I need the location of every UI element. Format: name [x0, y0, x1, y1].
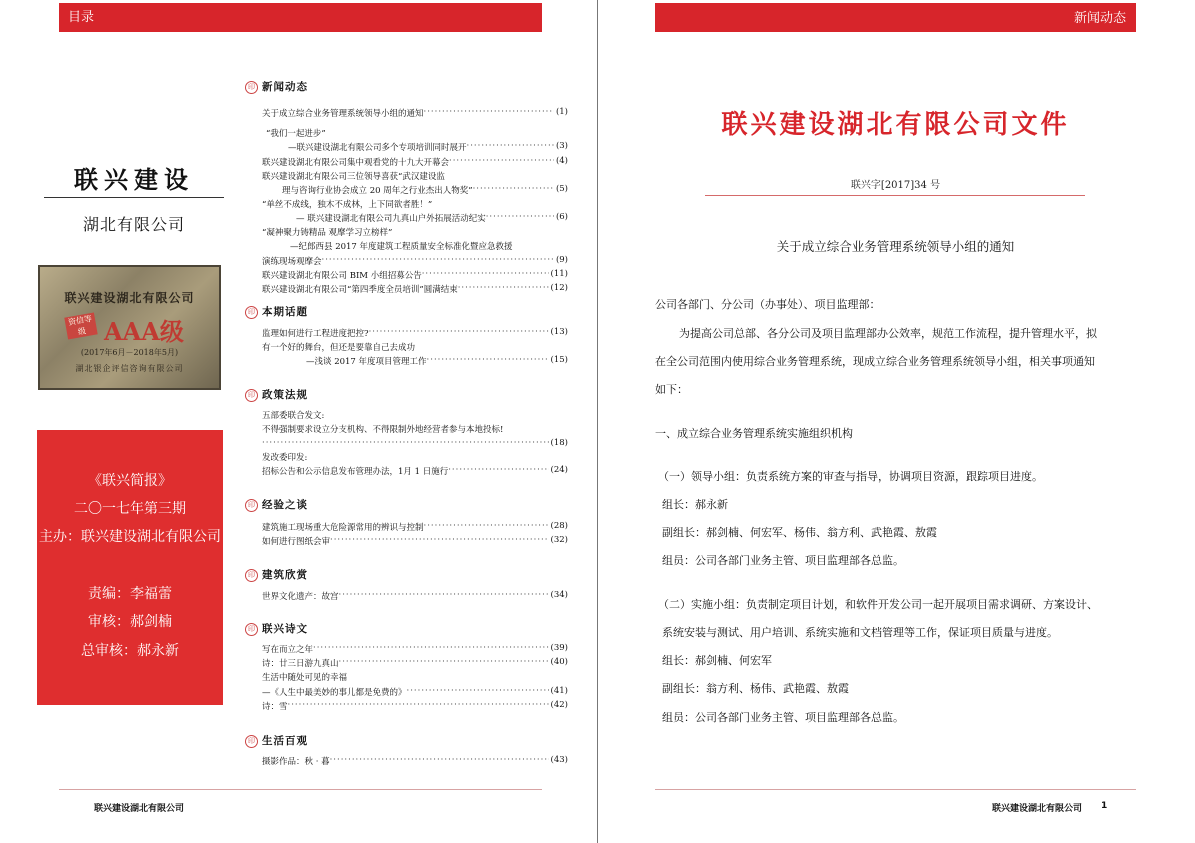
body-paragraph-line: 如下： — [655, 383, 688, 396]
left-header-title: 目录 — [68, 10, 95, 25]
issue-chief-reviewer: 总审核：郝永新 — [81, 643, 179, 659]
section-seal-icon: 印 — [245, 389, 258, 402]
right-header-title: 新闻动态 — [1073, 11, 1126, 26]
toc-entry[interactable]: 建筑施工现场重大危险源常用的辨识与控制 ····· (28) — [262, 521, 568, 533]
toc-entry-line: 联兴建设湖北有限公司三位领导喜获“武汉建设监 — [262, 172, 445, 182]
toc-entry-line: —纪郎西县 2017 年度建筑工程质量安全标准化暨应急救援 — [290, 242, 513, 252]
toc-section-experience: 经验之谈 — [262, 499, 308, 511]
toc-entry[interactable]: 监理如何进行工程进度把控? ····· (13) — [262, 327, 568, 339]
toc-section-poetry: 联兴诗文 — [262, 623, 308, 635]
toc-entry[interactable]: 招标公告和公示信息发布管理办法，1月 1 日施行 ····· (24) — [262, 465, 568, 477]
group-leader: 组长：郝永新 — [662, 498, 728, 511]
group-members: 组员：公司各部门业务主管、项目监理部各总监。 — [662, 554, 904, 567]
page-divider — [597, 0, 598, 843]
left-footer-text: 联兴建设湖北有限公司 — [94, 804, 185, 814]
document-number: 联兴字[2017]34 号 — [850, 180, 941, 191]
toc-entry[interactable]: 如何进行图纸会审 ····· (32) — [262, 535, 568, 547]
issue-editor: 责编：李福蕾 — [88, 586, 172, 602]
toc-entry[interactable]: —浅谈 2017 年度项目管理工作 ····· (15) — [306, 355, 568, 367]
section-seal-icon: 印 — [245, 569, 258, 582]
toc-entry[interactable]: ····· (18) — [262, 438, 568, 448]
toc-entry[interactable]: 摄影作品：秋 · 暮 ····· (43) — [262, 755, 568, 767]
right-footer-text: 联兴建设湖北有限公司 — [992, 804, 1083, 814]
group-leader: 组长：郝剑楠、何宏军 — [662, 654, 772, 667]
group-members: 组员：公司各部门业务主管、项目监理部各总监。 — [662, 711, 904, 724]
section-seal-icon: 印 — [245, 623, 258, 636]
plaque-issuer: 湖北银企评信咨询有限公司 — [75, 364, 184, 373]
issue-reviewer: 审核：郝剑楠 — [88, 614, 172, 630]
group-desc: （一）领导小组：负责系统方案的审查与指导，协调项目资源，跟踪项目进度。 — [658, 470, 1043, 483]
issue-title: 《联兴简报》 — [88, 473, 172, 489]
group-vice-leader: 副组长：翁方利、杨伟、武艳霞、敖霞 — [662, 682, 849, 695]
toc-section-news: 新闻动态 — [262, 81, 308, 93]
section-seal-icon: 印 — [245, 499, 258, 512]
plaque-title: 联兴建设湖北有限公司 — [64, 291, 195, 305]
toc-entry[interactable]: 演练现场观摩会 ····· (9) — [262, 255, 568, 267]
toc-entry-line: “我们一起进步” — [266, 129, 326, 139]
body-paragraph-line: 在全公司范围内使用综合业务管理系统，现成立综合业务管理系统领导小组，相关事项通知 — [655, 355, 1095, 368]
plaque-period: (2017年6月－2018年5月) — [80, 348, 179, 357]
body-paragraph-line: 为提高公司总部、各分公司及项目监理部办公效率，规范工作流程，提升管理水平，拟 — [679, 327, 1097, 340]
toc-entry-line: 不得强制要求设立分支机构、不得限制外地经营者参与本地投标! — [262, 425, 504, 435]
brand-subtitle: 湖北有限公司 — [82, 215, 185, 234]
toc-entry[interactable]: 写在而立之年 ····· (39) — [262, 643, 568, 655]
toc-entry[interactable]: 世界文化遗产：故宫 ····· (34) — [262, 590, 568, 602]
section-seal-icon: 印 — [245, 306, 258, 319]
toc-entry[interactable]: 理与咨询行业协会成立 20 周年之行业杰出人物奖” ····· (5) — [282, 184, 568, 196]
section-heading: 一、成立综合业务管理系统实施组织机构 — [655, 427, 853, 440]
toc-entry-line: “凝神聚力铸精品 观摩学习立榜样” — [262, 228, 393, 238]
toc-section-policy: 政策法规 — [262, 389, 308, 401]
group-desc: （二）实施小组：负责制定项目计划，和软件开发公司一起开展项目需求调研、方案设计、 — [658, 598, 1098, 611]
toc-entry[interactable]: —联兴建设湖北有限公司多个专项培训同时展开 ····· (3) — [288, 141, 568, 153]
issue-info-box — [37, 430, 223, 705]
toc-section-life: 生活百观 — [262, 735, 308, 747]
brand-divider — [44, 197, 224, 198]
group-desc: 系统安装与测试、用户培训、系统实施和文档管理等工作，保证项目质量与进度。 — [662, 626, 1058, 639]
toc-entry[interactable]: 关于成立综合业务管理系统领导小组的通知 ····· (1) — [262, 107, 568, 119]
group-vice-leader: 副组长：郝剑楠、何宏军、杨伟、翁方利、武艳霞、敖霞 — [662, 526, 937, 539]
brand-name: 联兴建设 — [74, 165, 194, 194]
toc-entry[interactable]: —《人生中最美妙的事儿都是免费的》 ····· (41) — [262, 686, 568, 698]
section-seal-icon: 印 — [245, 81, 258, 94]
toc-entry[interactable]: 联兴建设湖北有限公司“第四季度全员培训”圆满结束 ····· (12) — [262, 283, 568, 295]
toc-section-architecture: 建筑欣赏 — [262, 569, 308, 581]
document-title: 联兴建设湖北有限公司文件 — [721, 110, 1070, 140]
salutation: 公司各部门、分公司（办事处）、项目监理部： — [655, 298, 881, 311]
toc-entry-line: “单丝不成线，独木不成林，上下同欲者胜！” — [262, 200, 433, 210]
left-footer-rule — [59, 789, 542, 790]
right-footer-rule — [655, 789, 1136, 790]
toc-section-topics: 本期话题 — [262, 306, 308, 318]
right-header-bar — [655, 3, 1136, 32]
toc-entry-line: 生活中随处可见的幸福 — [262, 673, 348, 683]
plaque-grade: AAA级 — [104, 317, 184, 346]
plaque-seal: 资信等级 — [64, 313, 97, 340]
toc-entry[interactable]: — 联兴建设湖北有限公司九真山户外拓展活动纪实 ····· (6) — [296, 212, 568, 224]
issue-number: 二〇一七年第三期 — [74, 501, 186, 517]
toc-entry[interactable]: 诗：雪 ····· (42) — [262, 700, 568, 712]
notice-title: 关于成立综合业务管理系统领导小组的通知 — [776, 239, 1015, 254]
toc-entry-line: 发改委印发: — [262, 453, 308, 463]
toc-entry-line: 有一个好的舞台，但还是要靠自己去成功 — [262, 343, 416, 353]
issue-sponsor: 主办：联兴建设湖北有限公司 — [39, 529, 221, 545]
section-seal-icon: 印 — [245, 735, 258, 748]
toc-entry[interactable]: 诗：廿三日游九真山 ····· (40) — [262, 657, 568, 669]
toc-entry-line: 五部委联合发文: — [262, 411, 325, 421]
toc-entry[interactable]: 联兴建设湖北有限公司 BIM 小组招募公告 ····· (11) — [262, 269, 568, 281]
page-number: 1 — [1101, 801, 1108, 811]
left-header-bar — [59, 3, 542, 32]
toc-entry[interactable]: 联兴建设湖北有限公司集中观看党的十九大开幕会 ····· (4) — [262, 156, 568, 168]
document-rule — [705, 195, 1085, 196]
credit-plaque-image — [38, 265, 221, 390]
